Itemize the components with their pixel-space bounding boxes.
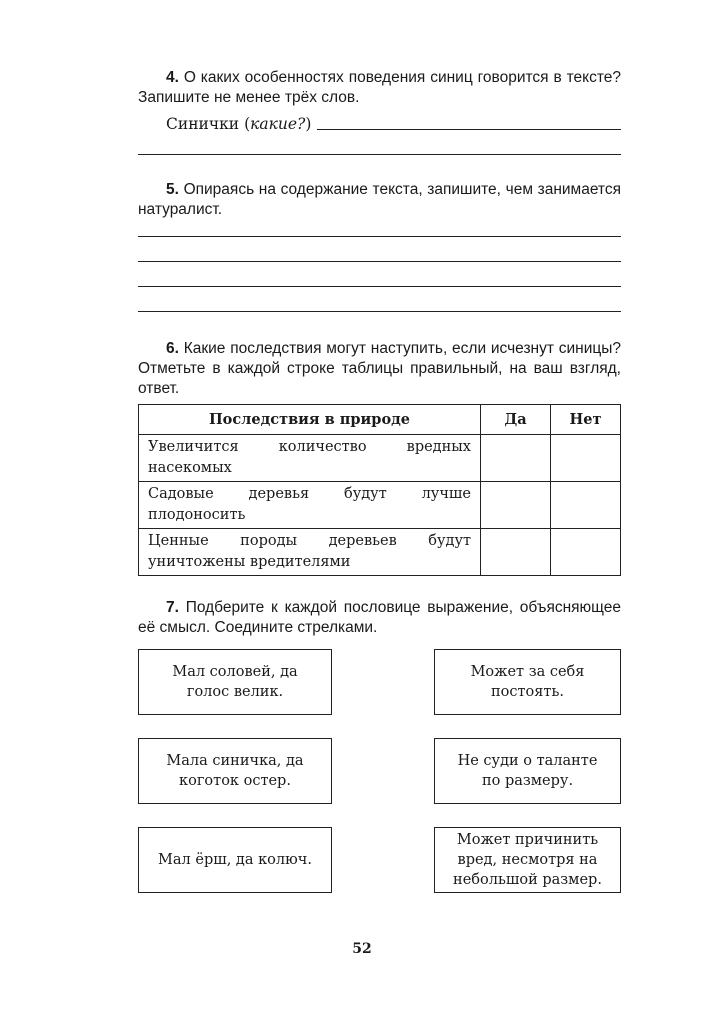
table-row — [139, 482, 621, 529]
task-6-text: Какие последствия могут наступить, если исчезнут синицы? Отметьте в каждой строке таблицы правильный, на ваш взгляд, ответ. — [138, 340, 621, 397]
consequence-cell: Ценные породы деревьев будут уничтожены вредителями — [139, 529, 481, 576]
task-7 — [138, 598, 621, 638]
consequence-cell: Садовые деревья будут лучше плодоносить — [139, 482, 481, 529]
yes-cell[interactable] — [481, 529, 551, 576]
prompt-paren-open: ( — [244, 115, 251, 133]
task-7-question — [138, 598, 621, 638]
proverb-text: Мал соловей, да голос велик. — [172, 664, 298, 700]
prompt-italic: какие? — [250, 115, 306, 133]
yes-cell[interactable] — [481, 482, 551, 529]
yes-cell[interactable] — [481, 435, 551, 482]
task-4-question — [138, 68, 621, 108]
table-row — [139, 435, 621, 482]
task-number: 5. — [166, 181, 179, 198]
consequences-table — [138, 404, 621, 576]
answer-line[interactable] — [138, 261, 621, 262]
meaning-box[interactable] — [434, 738, 621, 804]
task-5 — [138, 180, 621, 220]
meaning-text: Может за себя постоять. — [470, 664, 585, 700]
task-4 — [138, 68, 621, 108]
table-header-row — [139, 405, 621, 435]
task-number: 4. — [166, 69, 179, 86]
meaning-text: Может причинить вред, несмотря на небольшой размер. — [453, 832, 602, 888]
task-6 — [138, 339, 621, 399]
proverb-text: Мала синичка, да коготок остер. — [166, 753, 304, 789]
column-header-no: Нет — [551, 405, 621, 435]
proverb-text: Мал ёрш, да колюч. — [158, 852, 312, 868]
task-5-question — [138, 180, 621, 220]
answer-line[interactable] — [138, 286, 621, 287]
task-number: 7. — [166, 599, 179, 616]
task-4-text: О каких особенностях поведения синиц говорится в тексте? Запишите не менее трёх слов. — [138, 69, 621, 106]
no-cell[interactable] — [551, 529, 621, 576]
task-4-answer-row — [166, 111, 621, 133]
no-cell[interactable] — [551, 482, 621, 529]
answer-line[interactable] — [138, 311, 621, 312]
answer-line[interactable] — [138, 236, 621, 237]
prompt-paren-close: ) — [305, 115, 312, 133]
proverb-box[interactable] — [138, 738, 332, 804]
answer-prompt — [166, 115, 317, 133]
meaning-text: Не суди о таланте по размеру. — [457, 753, 598, 789]
task-7-text: Подберите к каждой пословице выражение, объясняющее её смысл. Соедините стрелками. — [138, 599, 622, 636]
task-6-question — [138, 339, 621, 399]
no-cell[interactable] — [551, 435, 621, 482]
prompt-label: Синички — [166, 115, 240, 133]
proverb-box[interactable] — [138, 827, 332, 893]
task-number: 6. — [166, 340, 179, 357]
answer-line[interactable] — [317, 129, 621, 130]
consequence-cell: Увеличится количество вредных насекомых — [139, 435, 481, 482]
proverb-box[interactable] — [138, 649, 332, 715]
column-header-consequence: Последствия в природе — [139, 405, 481, 435]
meaning-box[interactable] — [434, 827, 621, 893]
task-5-text: Опираясь на содержание текста, запишите, чем занимается натуралист. — [138, 181, 621, 218]
column-header-yes: Да — [481, 405, 551, 435]
answer-line[interactable] — [138, 154, 621, 155]
table-row — [139, 529, 621, 576]
page-number: 52 — [352, 941, 372, 957]
meaning-box[interactable] — [434, 649, 621, 715]
